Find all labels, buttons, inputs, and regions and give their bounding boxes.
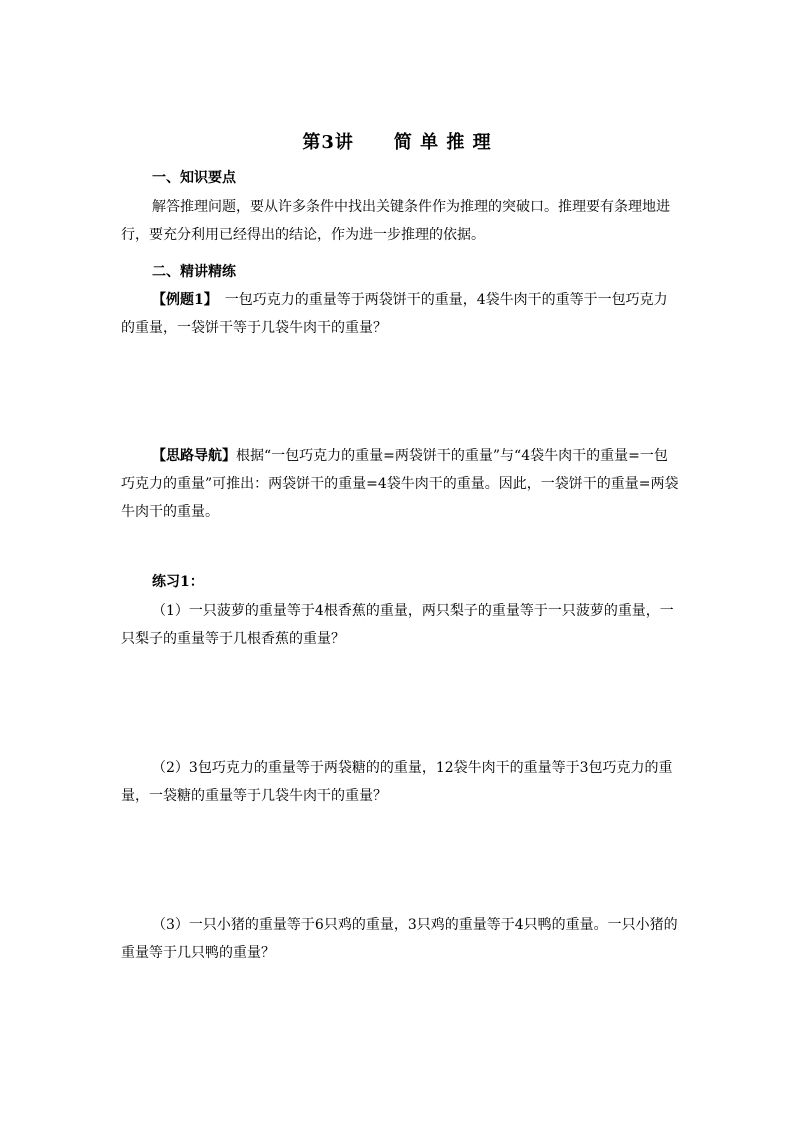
practice-item-3: （3）一只小猪的重量等于6只鸡的重量，3只鸡的重量等于4只鸭的重量。一只小猪的重量等于几只鸭的重量？ (121, 917, 678, 961)
practice-item-1: （1）一只菠萝的重量等于4根香蕉的重量，两只梨子的重量等于一只菠萝的重量，一只梨子的重量等于几根香蕉的重量？ (121, 603, 674, 647)
practice-item-2: （2）3包巧克力的重量等于两袋糖的的重量，12袋牛肉干的重量等于3包巧克力的重量，一袋糖的重量等于几袋牛肉干的重量？ (121, 760, 673, 804)
guide-text: 根据“一包巧克力的重量=两袋饼干的重量”与“4袋牛肉干的重量=一包巧克力的重量”可推出：两袋饼干的重量=4袋牛肉干的重量。因此，一袋饼干的重量=两袋牛肉干的重量。 (121, 448, 679, 520)
example-text: 一包巧克力的重量等于两袋饼干的重量，4袋牛肉干的重等于一包巧克力的重量，一袋饼干等于几袋牛肉干的重量？ (121, 292, 668, 336)
practice-heading: 练习1： (152, 574, 204, 590)
lecture-topic: 简 单 推 理 (393, 132, 492, 153)
knowledge-paragraph: 解答推理问题，要从许多条件中找出关键条件作为推理的突破口。推理要有条理地进行，要充分利用已经得出的结论，作为进一步推理的依据。 (121, 199, 670, 243)
lecture-number: 第3讲 (302, 132, 354, 153)
section-heading-practice: 二、精讲精练 (152, 264, 236, 280)
section-heading-knowledge: 一、知识要点 (152, 170, 236, 186)
example-1 (121, 286, 681, 342)
solution-guide (121, 442, 681, 526)
page-title (0, 128, 794, 154)
guide-label: 【思路导航】 (152, 448, 236, 464)
example-label: 【例题1】 (152, 292, 211, 308)
